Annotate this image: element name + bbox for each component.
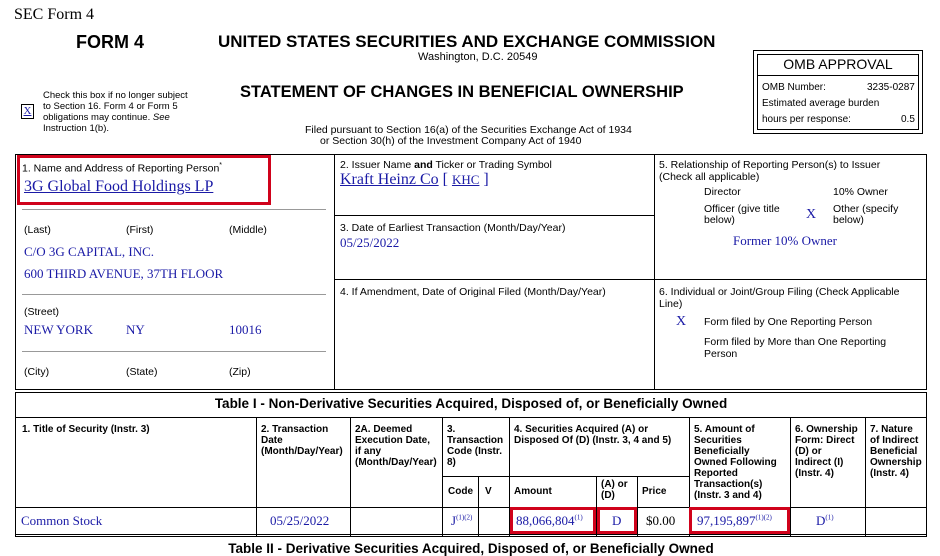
- zip-value: 10016: [229, 322, 262, 337]
- director-option: Director: [704, 186, 741, 198]
- city-label: (City): [24, 366, 50, 378]
- omb-title: OMB APPROVAL: [783, 56, 893, 72]
- other-option: Other (specify below): [833, 203, 899, 226]
- omb-burden-label: Estimated average burden: [762, 98, 880, 109]
- statement-title: STATEMENT OF CHANGES IN BENEFICIAL OWNERSHIP: [240, 83, 684, 101]
- address-line2: 600 THIRD AVENUE, 37TH FLOOR: [24, 266, 224, 281]
- subcol-code: Code: [448, 486, 473, 497]
- col-transaction-code: 3. Transaction Code (Instr. 8): [447, 424, 504, 468]
- row-amount: 88,066,804$^{(1)}$: [516, 513, 583, 528]
- highlight-amount: [510, 507, 596, 534]
- row-ownership-form: $D^{(1)}$: [816, 513, 834, 528]
- omb-hours: 0.5: [901, 114, 915, 125]
- state-value: NY: [126, 322, 145, 337]
- one-person-checkmark: X: [676, 314, 687, 329]
- last-label: (Last): [24, 224, 51, 236]
- city-value: NEW YORK: [24, 322, 93, 337]
- highlight-reporting-person: [17, 155, 271, 205]
- one-person-option: Form filed by One Reporting Person: [704, 316, 873, 328]
- form-title: FORM 4: [76, 32, 145, 52]
- agency-title: UNITED STATES SECURITIES AND EXCHANGE COMMISSION: [218, 32, 716, 51]
- checkbox-instructions: Check this box if no longer subject to Section 16. Form 4 or Form 5 obligations may continue. See Instruction 1(b).: [43, 90, 188, 134]
- reporting-person-name-link[interactable]: 3G Global Food Holdings LP: [24, 178, 214, 195]
- ticker-link[interactable]: KHC: [451, 172, 480, 187]
- earliest-transaction-date: 05/25/2022: [340, 235, 400, 250]
- table2-partial: [15, 538, 927, 556]
- row-transaction-code: $J^{(1)(2)}$: [451, 513, 473, 528]
- col-securities-acquired: 4. Securities Acquired (A) or Disposed Of (D) (Instr. 3, 4 and 5): [514, 424, 672, 446]
- middle-label: (Middle): [229, 224, 267, 236]
- filed-pursuant-line2: or Section 30(h) of the Investment Company Act of 1940: [320, 135, 582, 147]
- col-title-of-security: 1. Title of Security (Instr. 3): [22, 424, 150, 435]
- box5-label: 5. Relationship of Reporting Person(s) to Issuer (Check all applicable): [659, 159, 881, 183]
- col-deemed-execution-date: 2A. Deemed Execution Date, if any (Month/Day/Year): [355, 424, 437, 468]
- subcol-price: Price: [642, 486, 667, 497]
- street-label: (Street): [24, 306, 60, 318]
- box4-label: 4. If Amendment, Date of Original Filed (Month/Day/Year): [340, 286, 606, 298]
- omb-number-label: OMB Number:: [762, 82, 826, 93]
- table2-title-partial: Table II - Derivative Securities Acquired, Disposed of, or Beneficially Owned: [228, 541, 714, 556]
- box1-label: 1. Name and Address of Reporting Person*: [22, 162, 223, 175]
- page-label: SEC Form 4: [14, 6, 95, 23]
- first-label: (First): [126, 224, 154, 236]
- agency-location: Washington, D.C. 20549: [418, 51, 538, 63]
- row-price: $0.00: [646, 513, 676, 528]
- issuer-name-link[interactable]: Kraft Heinz Co: [340, 171, 439, 188]
- row-security-title: Common Stock: [21, 513, 103, 528]
- issuer-line: Kraft Heinz Co [ KHC ]: [340, 171, 489, 188]
- col-nature-indirect: 7. Nature of Indirect Beneficial Ownership (Instr. 4): [870, 424, 922, 479]
- row-amount-owned: $97,195,897^{(1)(2)}$: [697, 513, 772, 528]
- other-title: Former 10% Owner: [733, 233, 837, 248]
- box2-label: 2. Issuer Name and Ticker or Trading Symbol: [340, 159, 552, 171]
- ten-pct-owner-option: 10% Owner: [833, 186, 888, 198]
- omb-hours-label: hours per response:: [762, 114, 851, 125]
- omb-number: 3235-0287: [867, 82, 915, 93]
- officer-option: Officer (give title below): [704, 203, 780, 226]
- no-longer-subject-checkbox[interactable]: X: [21, 101, 34, 119]
- zip-label: (Zip): [229, 366, 251, 378]
- box6-label: 6. Individual or Joint/Group Filing (Check Applicable Line): [659, 286, 900, 310]
- highlight-amount-owned: [689, 507, 790, 534]
- subcol-amount: Amount: [514, 486, 552, 497]
- address-line1: C/O 3G CAPITAL, INC.: [24, 244, 155, 259]
- state-label: (State): [126, 366, 158, 378]
- box3-label: 3. Date of Earliest Transaction (Month/Day/Year): [340, 222, 566, 234]
- col-transaction-date: 2. Transaction Date (Month/Day/Year): [261, 424, 343, 457]
- highlight-a-or-d: [597, 507, 637, 534]
- table1-title: Table I - Non-Derivative Securities Acquired, Disposed of, or Beneficially Owned: [214, 396, 728, 411]
- multi-person-option: Form filed by More than One Reporting Person: [704, 336, 887, 360]
- col-ownership-form: 6. Ownership Form: Direct (D) or Indirect (I) (Instr. 4): [795, 424, 858, 479]
- filed-pursuant-line1: Filed pursuant to Section 16(a) of the Securities Exchange Act of 1934: [305, 124, 632, 136]
- row-a-or-d: D: [612, 513, 622, 528]
- subcol-a-or-d: (A) or (D): [601, 479, 628, 501]
- other-checkmark: X: [806, 207, 817, 222]
- col-amount-owned: 5. Amount of Securities Beneficially Owned Following Reported Transaction(s) (Instr. 3 and 4): [694, 424, 777, 501]
- row-transaction-date: 05/25/2022: [270, 513, 330, 528]
- subcol-v: V: [485, 486, 492, 497]
